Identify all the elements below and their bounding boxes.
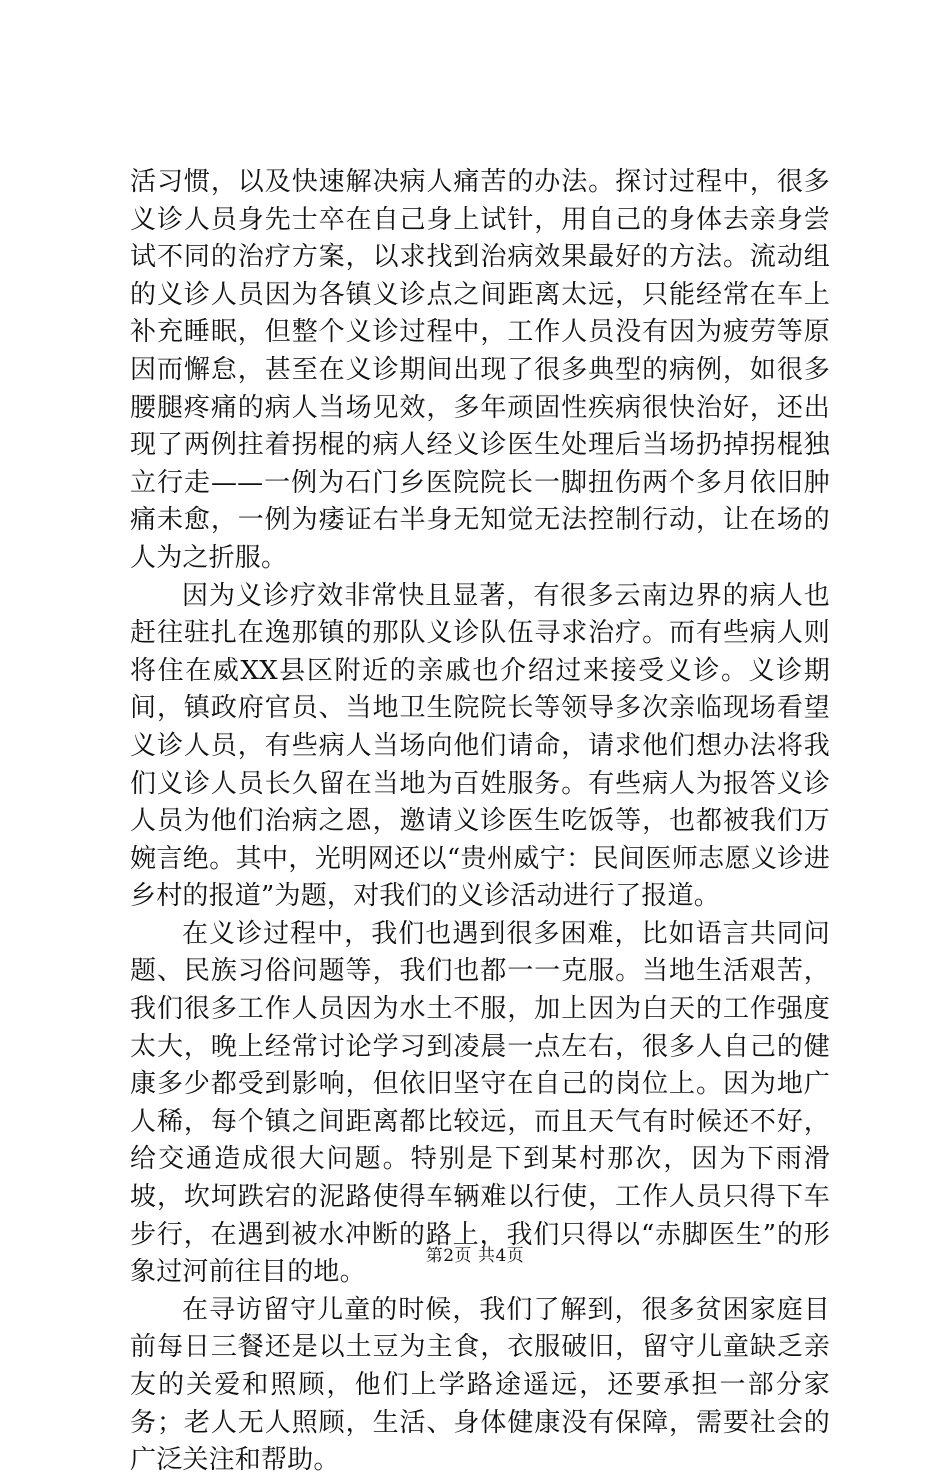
paragraph-left-behind-children: 在寻访留守儿童的时候，我们了解到，很多贫困家庭目前每日三餐还是以土豆为主食，衣服破旧，留守儿童缺乏亲友的关爱和照顾，他们上学路途遥远，还要承担一部分家务；老人无人照顾，生活、身体健康没有保障，需要社会的广泛关注和帮助。 [130,1294,830,1476]
page-footer: 第2页 共4页 [425,1246,525,1266]
paragraph-continued: 活习惯，以及快速解决病人痛苦的办法。探讨过程中，很多义诊人员身先士卒在自己身上试针，用自己的身体去亲身尝试不同的治疗方案，以求找到治病效果最好的方法。流动组的义诊人员因为各镇义诊点之间距离太远，只能经常在车上补充睡眠，但整个义诊过程中，工作人员没有因为疲劳等原因而懈怠，甚至在义诊期间出现了很多典型的病例，如很多腰腿疼痛的病人当场见效，多年顽固性疾病很快治好，还出现了两例拄着拐棍的病人经义诊医生处理后当场扔掉拐棍独立行走——一例为石门乡医院院长一脚扭伤两个多月依旧肿痛未愈，一例为痿证右半身无知觉无法控制行动，让在场的人为之折服。 [130,167,830,573]
document-body [130,164,830,1480]
paragraph-difficulties: 在义诊过程中，我们也遇到很多困难，比如语言共同问题、民族习俗问题等，我们也都一一克服。当地生活艰苦，我们很多工作人员因为水土不服，加上因为白天的工作强度太大，晚上经常讨论学习到凌晨一点左右，很多人自己的健康多少都受到影响，但依旧坚守在自己的岗位上。因为地广人稀，每个镇之间距离都比较远，而且天气有时候还不好，给交通造成很大问题。特别是下到某村那次，因为下雨滑坡，坎坷跌宕的泥路使得车辆难以行使，工作人员只得下车步行，在遇到被水冲断的路上，我们只得以“赤脚医生”的形象过河前往目的地。 [130,918,830,1288]
paragraph-treatment-effect: 因为义诊疗效非常快且显著，有很多云南边界的病人也赶往驻扎在逸那镇的那队义诊队伍寻求治疗。而有些病人则将住在威XX县区附近的亲戚也介绍过来接受义诊。义诊期间，镇政府官员、当地卫生院院长等领导多次亲临现场看望义诊人员，有些病人当场向他们请命，请求他们想办法将我们义诊人员长久留在当地为百姓服务。有些病人为报答义诊人员为他们治病之恩，邀请义诊医生吃饭等，也都被我们万婉言绝。其中，光明网还以“贵州威宁：民间医师志愿义诊进乡村的报道”为题，对我们的义诊活动进行了报道。 [130,580,830,912]
